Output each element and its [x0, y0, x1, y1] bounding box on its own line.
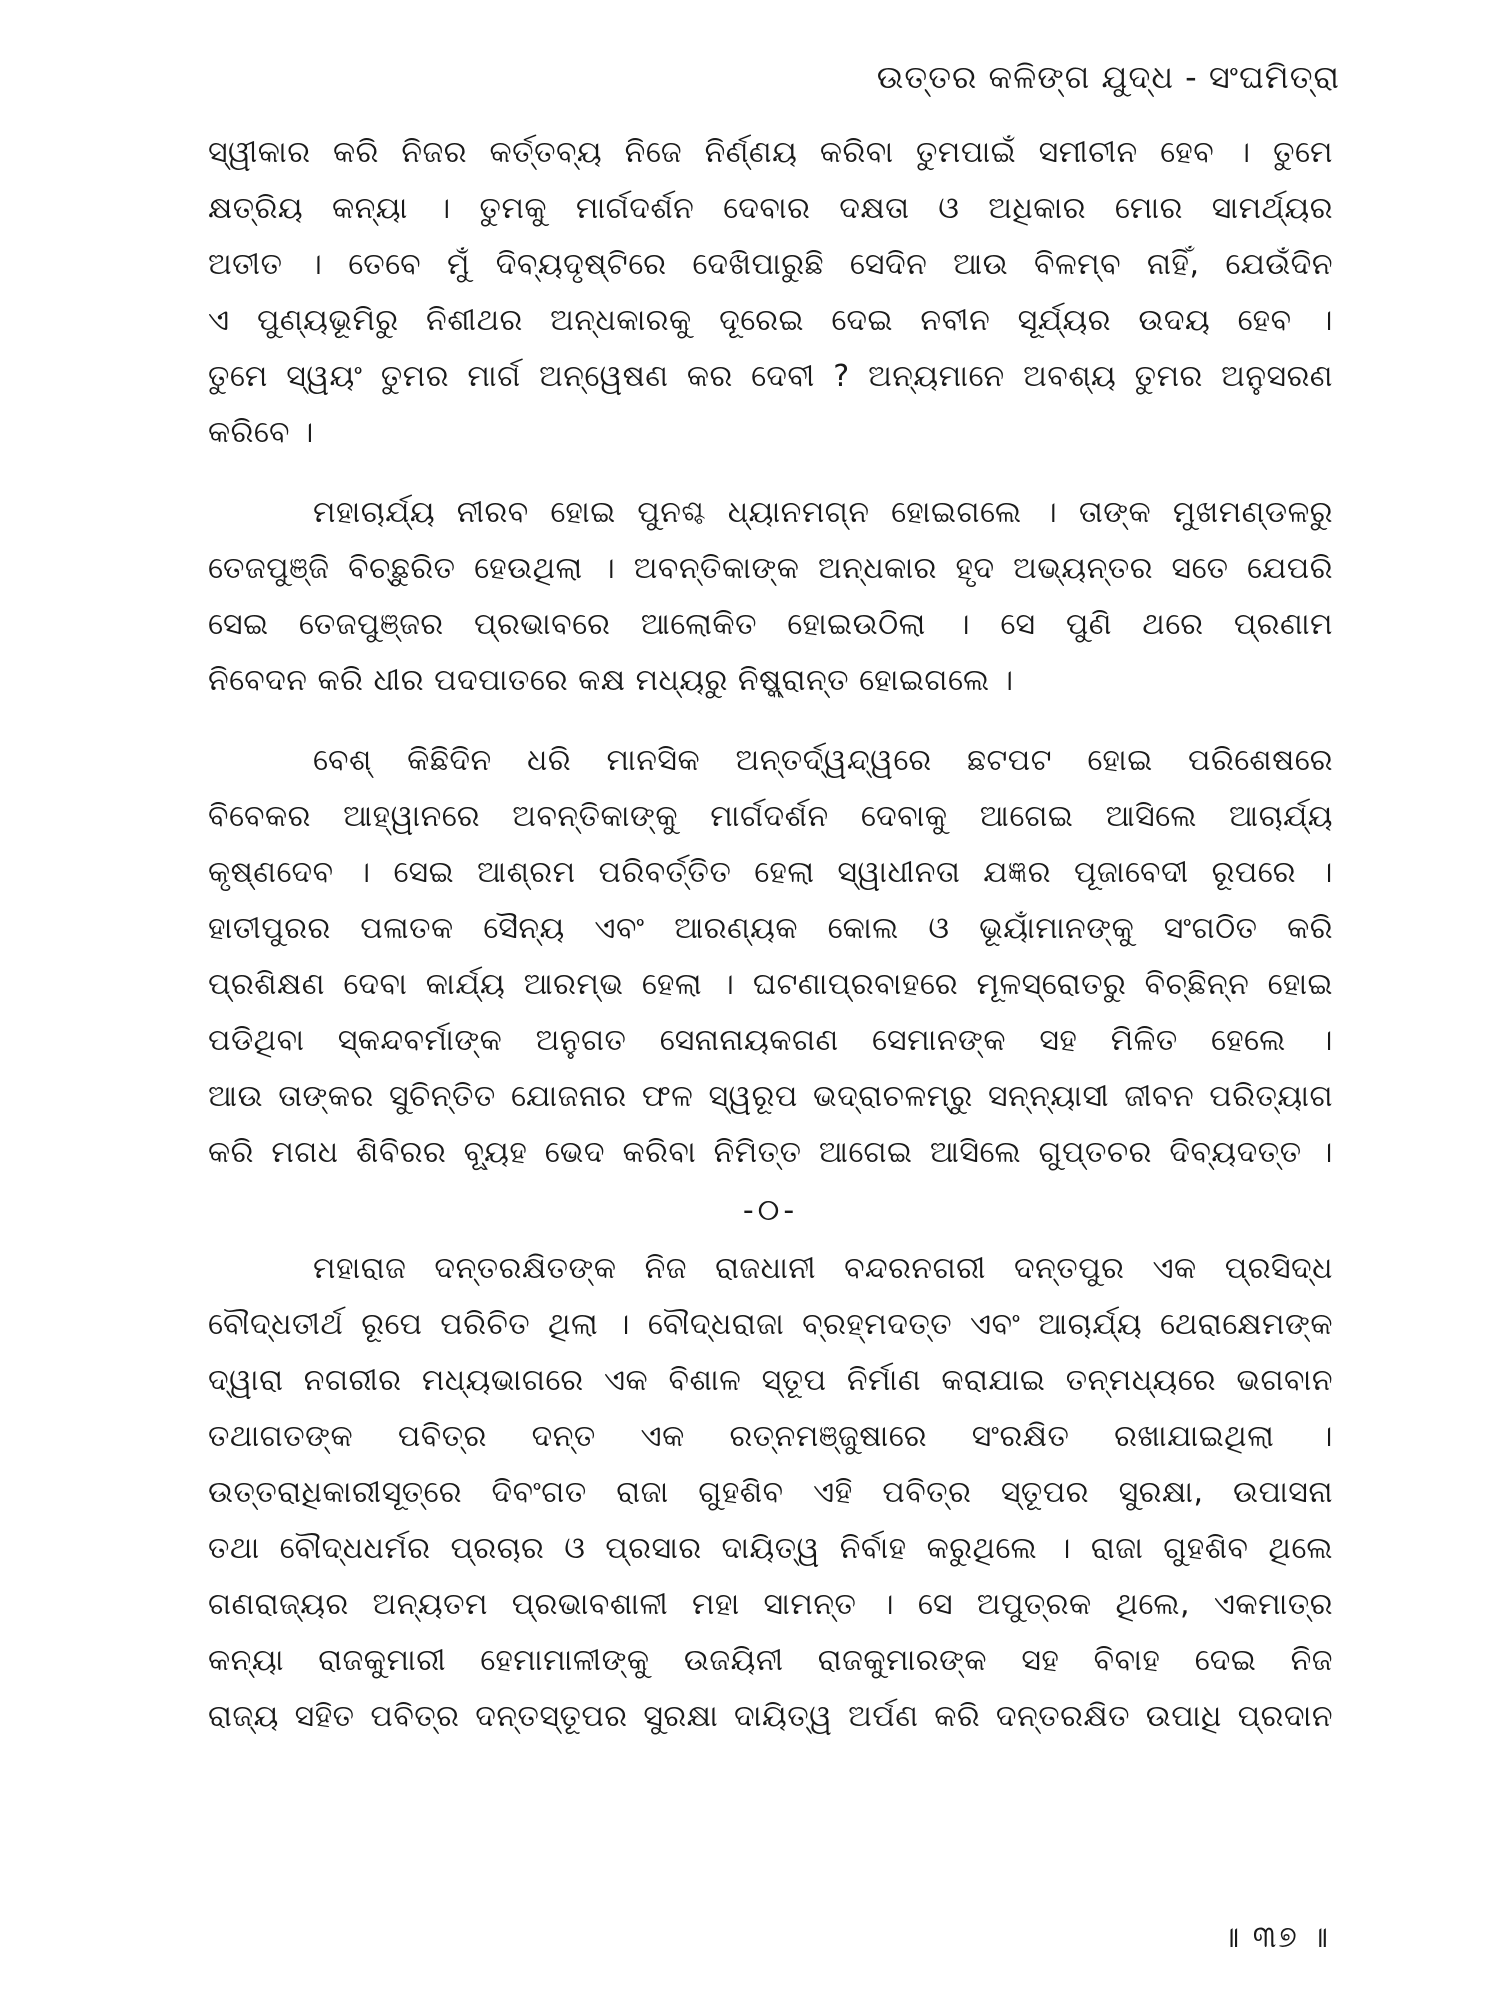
text-line: କୃଷ୍ଣଦେବ । ସେଇ ଆଶ୍ରମ ପରିବର୍ତ୍ତିତ ହେଲା ସ୍ୱାଧୀନତା ଯଜ୍ଞର ପୂଜାବେଦୀ ରୂପରେ ।	[208, 855, 1333, 890]
text-line: ପଡିଥିବା ସ୍କନ୍ଦବର୍ମାଙ୍କ ଅନୁଗତ ସେନାନାୟକଗଣ ସେମାନଙ୍କ ସହ ମିଳିତ ହେଲେ ।	[208, 1023, 1333, 1058]
text-line: ସେଇ ତେଜପୁଞ୍ଜର ପ୍ରଭାବରେ ଆଲୋକିତ ହୋଇଉଠିଲା । ସେ ପୁଣି ଥରେ ପ୍ରଣାମ	[208, 607, 1333, 642]
text-line: ମହାରାଜ ଦନ୍ତରକ୍ଷିତଙ୍କ ନିଜ ରାଜଧାନୀ ବନ୍ଦରନଗରୀ ଦନ୍ତପୁର ଏକ ପ୍ରସିଦ୍ଧ	[313, 1251, 1333, 1286]
paragraph-1	[208, 125, 1333, 461]
paragraph-gap	[208, 461, 1333, 485]
text-line: କରିବେ ।	[208, 415, 314, 450]
text-line: ତଥା ବୌଦ୍ଧଧର୍ମର ପ୍ରଚାର ଓ ପ୍ରସାର ଦାୟିତ୍ୱ ନିର୍ବାହ କରୁଥିଲେ । ରାଜା ଗୁହଶିବ ଥିଲେ	[208, 1531, 1333, 1566]
text-line: ବେଶ୍ କିଛିଦିନ ଧରି ମାନସିକ ଅନ୍ତର୍ଦ୍ୱନ୍ଦ୍ୱରେ ଛଟପଟ ହୋଇ ପରିଶେଷରେ	[313, 743, 1333, 778]
text-line: ତୁମେ ସ୍ୱୟଂ ତୁମର ମାର୍ଗ ଅନ୍ୱେଷଣ କର ଦେବୀ ? ଅନ୍ୟମାନେ ଅବଶ୍ୟ ତୁମର ଅନୁସରଣ	[208, 359, 1333, 394]
text-line: ବୌଦ୍ଧତୀର୍ଥ ରୂପେ ପରିଚିତ ଥିଲା । ବୌଦ୍ଧରାଜା ବ୍ରହ୍ମଦତ୍ତ ଏବଂ ଆଚାର୍ଯ୍ୟ ଥେରାକ୍ଷେମଙ୍କ	[208, 1307, 1333, 1342]
paragraph-2	[208, 485, 1333, 709]
page-number: ॥ ୩୭ ॥	[1221, 1920, 1330, 1955]
text-line: ମହାଚାର୍ଯ୍ୟ ନୀରବ ହୋଇ ପୁନଶ୍ଚ ଧ୍ୟାନମଗ୍ନ ହୋଇଗଲେ । ତାଙ୍କ ମୁଖମଣ୍ଡଳରୁ	[313, 495, 1333, 530]
text-line: କ୍ଷତ୍ରିୟ କନ୍ୟା । ତୁମକୁ ମାର୍ଗଦର୍ଶନ ଦେବାର ଦକ୍ଷତା ଓ ଅଧିକାର ମୋର ସାମର୍ଥ୍ୟର	[208, 191, 1333, 226]
paragraph-3	[208, 733, 1333, 1181]
paragraph-gap	[208, 709, 1333, 733]
text-line: ଦ୍ୱାରା ନଗରୀର ମଧ୍ୟଭାଗରେ ଏକ ବିଶାଳ ସ୍ତୂପ ନିର୍ମାଣ କରାଯାଇ ତନ୍ମଧ୍ୟରେ ଭଗବାନ	[208, 1363, 1333, 1398]
text-line: ସ୍ୱୀକାର କରି ନିଜର କର୍ତ୍ତବ୍ୟ ନିଜେ ନିର୍ଣ୍ଣୟ କରିବା ତୁମପାଇଁ ସମୀଚୀନ ହେବ । ତୁମେ	[208, 135, 1333, 170]
text-line: ପ୍ରଶିକ୍ଷଣ ଦେବା କାର୍ଯ୍ୟ ଆରମ୍ଭ ହେଲା । ଘଟଣାପ୍ରବାହରେ ମୂଳସ୍ରୋତରୁ ବିଚ୍ଛିନ୍ନ ହୋଇ	[208, 967, 1333, 1002]
text-line: ତେଜପୁଞ୍ଜି ବିଚ୍ଛୁରିତ ହେଉଥିଲା । ଅବନ୍ତିକାଙ୍କ ଅନ୍ଧକାର ହୃଦ ଅଭ୍ୟନ୍ତର ସତେ ଯେପରି	[208, 551, 1333, 586]
text-line: ରାଜ୍ୟ ସହିତ ପବିତ୍ର ଦନ୍ତସ୍ତୂପର ସୁରକ୍ଷା ଦାୟିତ୍ୱ ଅର୍ପଣ କରି ଦନ୍ତରକ୍ଷିତ ଉପାଧି ପ୍ରଦାନ	[208, 1699, 1333, 1734]
paragraph-4	[208, 1241, 1333, 1745]
text-line: ନିବେଦନ କରି ଧୀର ପଦପାତରେ କକ୍ଷ ମଧ୍ୟରୁ ନିଷ୍କ୍ରାନ୍ତ ହୋଇଗଲେ ।	[208, 663, 1014, 698]
text-line: ବିବେକର ଆହ୍ୱାନରେ ଅବନ୍ତିକାଙ୍କୁ ମାର୍ଗଦର୍ଶନ ଦେବାକୁ ଆଗେଇ ଆସିଲେ ଆଚାର୍ଯ୍ୟ	[208, 799, 1333, 834]
text-line: କନ୍ୟା ରାଜକୁମାରୀ ହେମାମାଳୀଙ୍କୁ ଉଜୟିନୀ ରାଜକୁମାରଙ୍କ ସହ ବିବାହ ଦେଇ ନିଜ	[208, 1643, 1333, 1678]
body-text	[208, 125, 1333, 1745]
text-line: ତଥାଗତଙ୍କ ପବିତ୍ର ଦନ୍ତ ଏକ ରତ୍ନମଞ୍ଜୁଷାରେ ସଂରକ୍ଷିତ ରଖାଯାଇଥିଲା ।	[208, 1419, 1333, 1454]
text-line: ଆଉ ତାଙ୍କର ସୁଚିନ୍ତିତ ଯୋଜନାର ଫଳ ସ୍ୱରୂପ ଭଦ୍ରାଚଳମ୍‌ରୁ ସନ୍ନ୍ୟାସୀ ଜୀବନ ପରିତ୍ୟାଗ	[208, 1079, 1333, 1114]
running-header: ଉତ୍ତର କଳିଙ୍ଗ ଯୁଦ୍ଧ - ସଂଘମିତ୍ରା	[876, 58, 1340, 96]
text-line: ଏ ପୁଣ୍ୟଭୂମିରୁ ନିଶୀଥର ଅନ୍ଧକାରକୁ ଦୂରେଇ ଦେଇ ନବୀନ ସୂର୍ଯ୍ୟର ଉଦୟ ହେବ ।	[208, 303, 1333, 338]
text-line: କରି ମଗଧ ଶିବିରର ବ୍ୟୂହ ଭେଦ କରିବା ନିମିତ୍ତ ଆଗେଇ ଆସିଲେ ଗୁପ୍ତଚର ଦିବ୍ୟଦତ୍ତ ।	[208, 1135, 1333, 1170]
text-line: ହାତୀପୁରର ପଳାତକ ସୈନ୍ୟ ଏବଂ ଆରଣ୍ୟକ କୋଲ ଓ ଭୂୟାଁମାନଙ୍କୁ ସଂଗଠିତ କରି	[208, 911, 1333, 946]
text-line: ଉତ୍ତରାଧିକାରୀସୂତ୍ରେ ଦିବଂଗତ ରାଜା ଗୁହଶିବ ଏହି ପବିତ୍ର ସ୍ତୂପର ସୁରକ୍ଷା, ଉପାସନା	[208, 1475, 1333, 1510]
text-line: ଅତୀତ । ତେବେ ମୁଁ ଦିବ୍ୟଦୃଷ୍ଟିରେ ଦେଖିପାରୁଛି ସେଦିନ ଆଉ ବିଳମ୍ବ ନାହିଁ, ଯେଉଁଦିନ	[208, 247, 1333, 282]
text-line: ଗଣରାଜ୍ୟର ଅନ୍ୟତମ ପ୍ରଭାବଶାଳୀ ମହା ସାମନ୍ତ । ସେ ଅପୁତ୍ରକ ଥିଲେ, ଏକମାତ୍ର	[208, 1587, 1333, 1622]
section-separator: -୦-	[742, 1193, 799, 1228]
